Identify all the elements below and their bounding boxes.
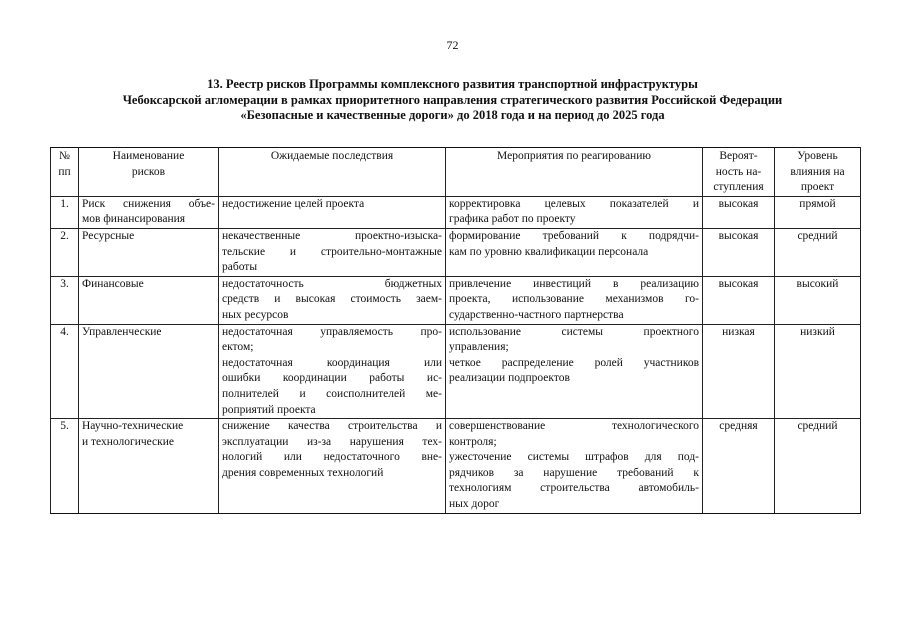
page-number: 72 [446,38,459,52]
risk-register-table [50,147,861,514]
measures-cell: использование системы проектного управления; четкое распределение ролей участников реализации подпроектов [446,324,703,419]
header-num: № пп [51,148,79,197]
probability-cell: высокая [703,196,775,228]
row-number: 3. [51,276,79,324]
table-header-row [51,148,861,197]
consequences-cell: недостижение целей проекта [219,196,446,228]
consequences-cell: некачественные проектно-изыска- тельские и строительно-монтажные работы [219,228,446,276]
risk-name-cell: Научно-технические и технологические [79,419,219,514]
header-measures: Мероприятия по реагированию [446,148,703,197]
probability-cell: высокая [703,228,775,276]
measures-cell: корректировка целевых показателей и графика работ по проекту [446,196,703,228]
probability-cell: высокая [703,276,775,324]
table-row [51,419,861,514]
impact-cell: средний [775,228,861,276]
measures-cell: формирование требований к подрядчи- кам по уровню квалификации персонала [446,228,703,276]
title-line-1: 13. Реестр рисков Программы комплексного развития транспортной инфраструктуры [207,77,698,91]
risk-name-cell: Финансовые [79,276,219,324]
header-impact: Уровень влияния на проект [775,148,861,197]
header-risk-name: Наименование рисков [79,148,219,197]
header-consequences: Ожидаемые последствия [219,148,446,197]
table-row [51,228,861,276]
measures-cell: совершенствование технологического контроля; ужесточение системы штрафов для под- рядчиков за нарушение требований к технологиям строительства автомобиль- ных дорог [446,419,703,514]
row-number: 2. [51,228,79,276]
impact-cell: низкий [775,324,861,419]
risk-name-cell: Риск снижения объе- мов финансирования [79,196,219,228]
title-line-2: Чебоксарской агломерации в рамках приоритетного направления стратегического развития Российской Федерации [122,92,783,107]
probability-cell: низкая [703,324,775,419]
impact-cell: высокий [775,276,861,324]
consequences-cell: недостаточная управляемость про- ектом; недостаточная координация или ошибки координации работы ис- полнителей и соисполнителей ме- роприятий проекта [219,324,446,419]
table-row [51,276,861,324]
risk-name-cell: Управленческие [79,324,219,419]
title-line-3: «Безопасные и качественные дороги» до 2018 года и на период до 2025 года [240,108,665,122]
consequences-cell: снижение качества строительства и эксплуатации из-за нарушения тех- нологий или недостаточного вне- дрения современных технологий [219,419,446,514]
header-probability: Вероят- ность на- ступления [703,148,775,197]
impact-cell: прямой [775,196,861,228]
document-title [40,77,865,124]
consequences-cell: недостаточность бюджетных средств и высокая стоимость заем- ных ресурсов [219,276,446,324]
row-number: 5. [51,419,79,514]
measures-cell: привлечение инвестиций в реализацию проекта, использование механизмов го- сударственно-частного партнерства [446,276,703,324]
row-number: 1. [51,196,79,228]
risk-name-cell: Ресурсные [79,228,219,276]
probability-cell: средняя [703,419,775,514]
table-row [51,324,861,419]
impact-cell: средний [775,419,861,514]
table-row [51,196,861,228]
row-number: 4. [51,324,79,419]
